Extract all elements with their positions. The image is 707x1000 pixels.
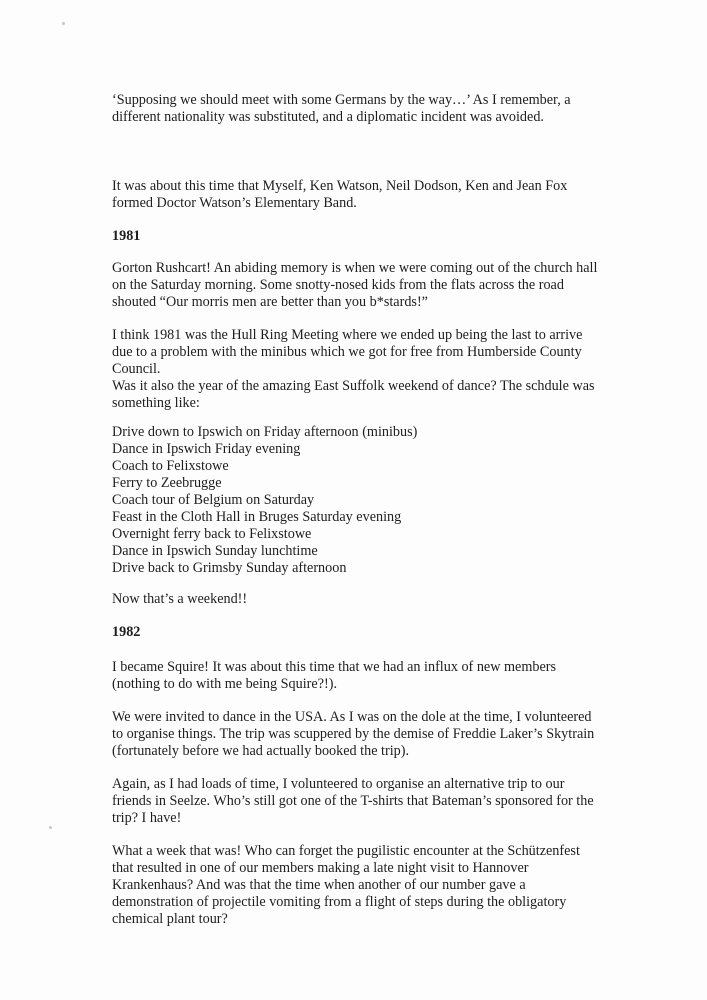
text-line: Now that’s a weekend!! [112,591,248,607]
paragraph-week [112,843,632,928]
text-line: ‘Supposing we should meet with some Germans by the way…’ As I remember, a [112,92,571,108]
paragraph-intro [112,92,632,126]
schedule-item: Overnight ferry back to Felixstowe [112,526,312,542]
text-line: demonstration of projectile vomiting from a flight of steps during the obligatory [112,894,567,910]
paragraph-seelze [112,776,632,827]
text-line: to organise things. The trip was scuppered by the demise of Freddie Laker’s Skytrain [112,726,595,742]
year-heading-1982 [112,624,632,641]
schedule-item: Drive back to Grimsby Sunday afternoon [112,560,347,576]
text-line: We were invited to dance in the USA. As I was on the dole at the time, I volunteered [112,709,592,725]
text-line: friends in Seelze. Who’s still got one of the T-shirts that Bateman’s sponsored for the [112,793,594,809]
scan-speck [62,22,65,25]
text-line: different nationality was substituted, and a diplomatic incident was avoided. [112,109,544,125]
text-line: that resulted in one of our members making a late night visit to Hannover [112,860,529,876]
year-heading-text: 1982 [112,624,141,640]
paragraph-weekend [112,591,632,608]
schedule-item: Dance in Ipswich Sunday lunchtime [112,543,318,559]
text-line: chemical plant tour? [112,911,228,927]
paragraph-squire [112,659,632,693]
text-line: (fortunately before we had actually booked the trip). [112,743,410,759]
text-line: Krankenhaus? And was that the time when another of our number gave a [112,877,526,893]
schedule-item: Dance in Ipswich Friday evening [112,441,301,457]
scan-speck [49,826,52,829]
text-line: shouted “Our morris men are better than you b*stards!” [112,294,428,310]
paragraph-usa [112,709,632,760]
text-line: Gorton Rushcart! An abiding memory is when we were coming out of the church hall [112,260,598,276]
paragraph-gorton [112,260,632,311]
year-heading-1981 [112,228,632,245]
text-line: I became Squire! It was about this time that we had an influx of new members [112,659,557,675]
text-line: It was about this time that Myself, Ken Watson, Neil Dodson, Ken and Jean Fox [112,178,568,194]
schedule-item: Coach to Felixstowe [112,458,229,474]
text-line: trip? I have! [112,810,182,826]
text-line: something like: [112,395,200,411]
schedule-list [112,424,632,577]
text-line: Council. [112,361,161,377]
year-heading-text: 1981 [112,228,141,244]
text-line: Again, as I had loads of time, I volunteered to organise an alternative trip to our [112,776,565,792]
text-line: (nothing to do with me being Squire?!). [112,676,337,692]
schedule-item: Coach tour of Belgium on Saturday [112,492,315,508]
text-line: on the Saturday morning. Some snotty-nosed kids from the flats across the road [112,277,564,293]
paragraph-band [112,178,632,212]
text-line: What a week that was! Who can forget the pugilistic encounter at the Schützenfest [112,843,580,859]
text-line: due to a problem with the minibus which we got for free from Humberside County [112,344,582,360]
paragraph-hull [112,327,632,412]
text-line: formed Doctor Watson’s Elementary Band. [112,195,357,211]
text-line: Was it also the year of the amazing East Suffolk weekend of dance? The schdule was [112,378,595,394]
schedule-item: Ferry to Zeebrugge [112,475,222,491]
schedule-item: Feast in the Cloth Hall in Bruges Saturday evening [112,509,402,525]
text-line: I think 1981 was the Hull Ring Meeting where we ended up being the last to arrive [112,327,583,343]
schedule-item: Drive down to Ipswich on Friday afternoon (minibus) [112,424,418,440]
